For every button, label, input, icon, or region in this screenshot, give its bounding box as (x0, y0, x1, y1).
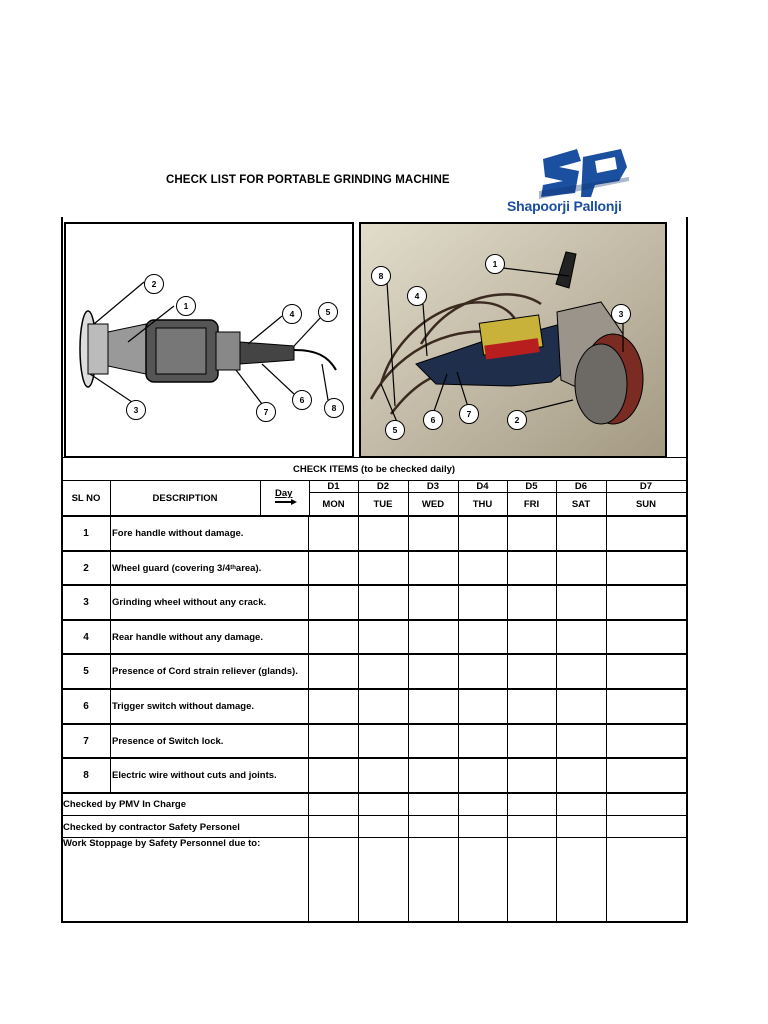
day-name-fri: FRI (523, 498, 540, 510)
item-sl-no: 7 (83, 735, 89, 747)
item-description: Electric wire without cuts and joints. (112, 770, 277, 781)
check-cell-d7[interactable] (607, 551, 686, 584)
section-heading: CHECK ITEMS (to be checked daily) (292, 463, 456, 475)
day-code-d6: D6 (574, 481, 588, 492)
grinder-drawing (64, 222, 354, 458)
day-name-thu: THU (472, 498, 493, 510)
item-sl-no: 8 (83, 770, 89, 781)
check-cell-d4[interactable] (459, 758, 507, 792)
check-cell-d7[interactable] (607, 654, 686, 688)
item-description: Presence of Cord strain reliever (glands). (112, 666, 298, 677)
check-cell-d1[interactable] (310, 516, 358, 550)
footer-cell-d3[interactable] (409, 793, 458, 815)
check-cell-d4[interactable] (459, 516, 507, 550)
photo-callout-8: 8 (371, 266, 391, 286)
check-cell-d6[interactable] (557, 758, 606, 792)
footer-cell-d1[interactable] (310, 838, 358, 920)
check-cell-d1[interactable] (310, 689, 358, 723)
check-cell-d4[interactable] (459, 620, 507, 653)
drawing-callout-4: 4 (282, 304, 302, 324)
item-sl-no: 3 (83, 597, 89, 608)
day-header (275, 488, 305, 508)
drawing-callout-3: 3 (126, 400, 146, 420)
check-cell-d3[interactable] (409, 689, 458, 723)
photo-callout-4: 4 (407, 286, 427, 306)
day-name-sat: SAT (571, 498, 591, 510)
photo-callout-1: 1 (485, 254, 505, 274)
check-cell-d3[interactable] (409, 516, 458, 550)
footer-cell-d6[interactable] (557, 816, 606, 837)
check-cell-d3[interactable] (409, 758, 458, 792)
check-cell-d4[interactable] (459, 585, 507, 619)
item-description: Grinding wheel without any crack. (112, 597, 267, 608)
arrow-right-icon (275, 499, 297, 505)
item-description: Fore handle without damage. (112, 528, 244, 539)
day-name-sun: SUN (635, 498, 657, 510)
check-cell-d6[interactable] (557, 585, 606, 619)
day-code-d3: D3 (426, 481, 440, 492)
footer-cell-d3[interactable] (409, 816, 458, 837)
check-cell-d7[interactable] (607, 689, 686, 723)
item-sl-no: 4 (83, 631, 89, 643)
check-cell-d4[interactable] (459, 724, 507, 757)
item-description: Trigger switch without damage. (112, 701, 254, 712)
grinder-photo (359, 222, 667, 458)
footer-cell-d2[interactable] (359, 793, 408, 815)
check-cell-d6[interactable] (557, 654, 606, 688)
footer-row-label: Work Stoppage by Safety Personnel due to: (63, 838, 261, 849)
check-cell-d6[interactable] (557, 620, 606, 653)
drawing-callout-6: 6 (292, 390, 312, 410)
check-cell-d2[interactable] (359, 620, 408, 653)
item-sl-no: 6 (83, 701, 89, 712)
day-label: Day (275, 488, 293, 499)
item-sl-no: 5 (83, 666, 89, 677)
check-cell-d3[interactable] (409, 551, 458, 584)
check-cell-d7[interactable] (607, 620, 686, 653)
day-name-wed: WED (421, 498, 445, 510)
check-cell-d3[interactable] (409, 654, 458, 688)
item-sl-no: 2 (83, 562, 89, 574)
day-code-d2: D2 (376, 481, 390, 492)
footer-cell-d4[interactable] (459, 838, 507, 920)
check-cell-d3[interactable] (409, 585, 458, 619)
check-cell-d2[interactable] (359, 758, 408, 792)
footer-cell-d7[interactable] (607, 838, 686, 920)
check-cell-d4[interactable] (459, 654, 507, 688)
footer-cell-d4[interactable] (459, 816, 507, 837)
drawing-callout-5: 5 (318, 302, 338, 322)
footer-cell-d5[interactable] (508, 816, 556, 837)
check-cell-d2[interactable] (359, 551, 408, 584)
footer-cell-d6[interactable] (557, 838, 606, 920)
photo-callout-5: 5 (385, 420, 405, 440)
photo-callout-7: 7 (459, 404, 479, 424)
check-cell-d7[interactable] (607, 516, 686, 550)
footer-cell-d5[interactable] (508, 838, 556, 920)
check-cell-d3[interactable] (409, 620, 458, 653)
photo-callout-3: 3 (611, 304, 631, 324)
item-description: Presence of Switch lock. (112, 735, 224, 747)
check-cell-d7[interactable] (607, 758, 686, 792)
footer-cell-d2[interactable] (359, 816, 408, 837)
check-cell-d2[interactable] (359, 516, 408, 550)
document-title: CHECK LIST FOR PORTABLE GRINDING MACHINE (166, 174, 450, 186)
day-code-d7: D7 (639, 481, 653, 492)
check-cell-d5[interactable] (508, 620, 556, 653)
item-description: Wheel guard (covering 3/4 th area). (112, 562, 262, 574)
check-cell-d5[interactable] (508, 551, 556, 584)
check-cell-d1[interactable] (310, 620, 358, 653)
check-cell-d7[interactable] (607, 585, 686, 619)
check-cell-d1[interactable] (310, 758, 358, 792)
footer-cell-d1[interactable] (310, 816, 358, 837)
footer-cell-d6[interactable] (557, 793, 606, 815)
check-cell-d6[interactable] (557, 724, 606, 757)
check-cell-d5[interactable] (508, 516, 556, 550)
check-cell-d2[interactable] (359, 654, 408, 688)
logo-text: Shapoorji Pallonji (507, 198, 622, 214)
drawing-callout-7: 7 (256, 402, 276, 422)
check-cell-d6[interactable] (557, 689, 606, 723)
check-cell-d1[interactable] (310, 724, 358, 757)
footer-cell-d7[interactable] (607, 816, 686, 837)
check-cell-d7[interactable] (607, 724, 686, 757)
day-code-d5: D5 (525, 481, 538, 492)
description-header: DESCRIPTION (152, 492, 218, 504)
item-sl-no: 1 (83, 528, 89, 539)
check-cell-d5[interactable] (508, 758, 556, 792)
check-cell-d2[interactable] (359, 689, 408, 723)
sp-logo-mark-icon (535, 147, 631, 199)
footer-row-label: Checked by PMV In Charge (63, 799, 187, 810)
photo-callout-6: 6 (423, 410, 443, 430)
check-cell-d1[interactable] (310, 585, 358, 619)
day-code-d1: D1 (327, 481, 340, 492)
check-cell-d4[interactable] (459, 689, 507, 723)
check-cell-d2[interactable] (359, 585, 408, 619)
drawing-callout-2: 2 (144, 274, 164, 294)
footer-row-label: Checked by contractor Safety Personel (63, 821, 240, 833)
day-code-d4: D4 (476, 481, 489, 492)
check-cell-d6[interactable] (557, 516, 606, 550)
check-cell-d6[interactable] (557, 551, 606, 584)
company-logo (505, 147, 665, 217)
sl-no-header: SL NO (71, 492, 101, 504)
day-name-tue: TUE (373, 498, 393, 510)
footer-cell-d3[interactable] (409, 838, 458, 920)
footer-cell-d7[interactable] (607, 793, 686, 815)
footer-cell-d4[interactable] (459, 793, 507, 815)
check-cell-d1[interactable] (310, 551, 358, 584)
photo-callout-2: 2 (507, 410, 527, 430)
check-cell-d1[interactable] (310, 654, 358, 688)
check-cell-d5[interactable] (508, 585, 556, 619)
drawing-callout-8: 8 (324, 398, 344, 418)
footer-cell-d5[interactable] (508, 793, 556, 815)
check-cell-d4[interactable] (459, 551, 507, 584)
day-name-mon: MON (322, 498, 345, 510)
footer-cell-d2[interactable] (359, 838, 408, 920)
check-cell-d5[interactable] (508, 689, 556, 723)
check-cell-d3[interactable] (409, 724, 458, 757)
check-cell-d2[interactable] (359, 724, 408, 757)
drawing-callout-1: 1 (176, 296, 196, 316)
footer-cell-d1[interactable] (310, 793, 358, 815)
check-cell-d5[interactable] (508, 724, 556, 757)
item-description: Rear handle without any damage. (112, 631, 263, 643)
check-cell-d5[interactable] (508, 654, 556, 688)
